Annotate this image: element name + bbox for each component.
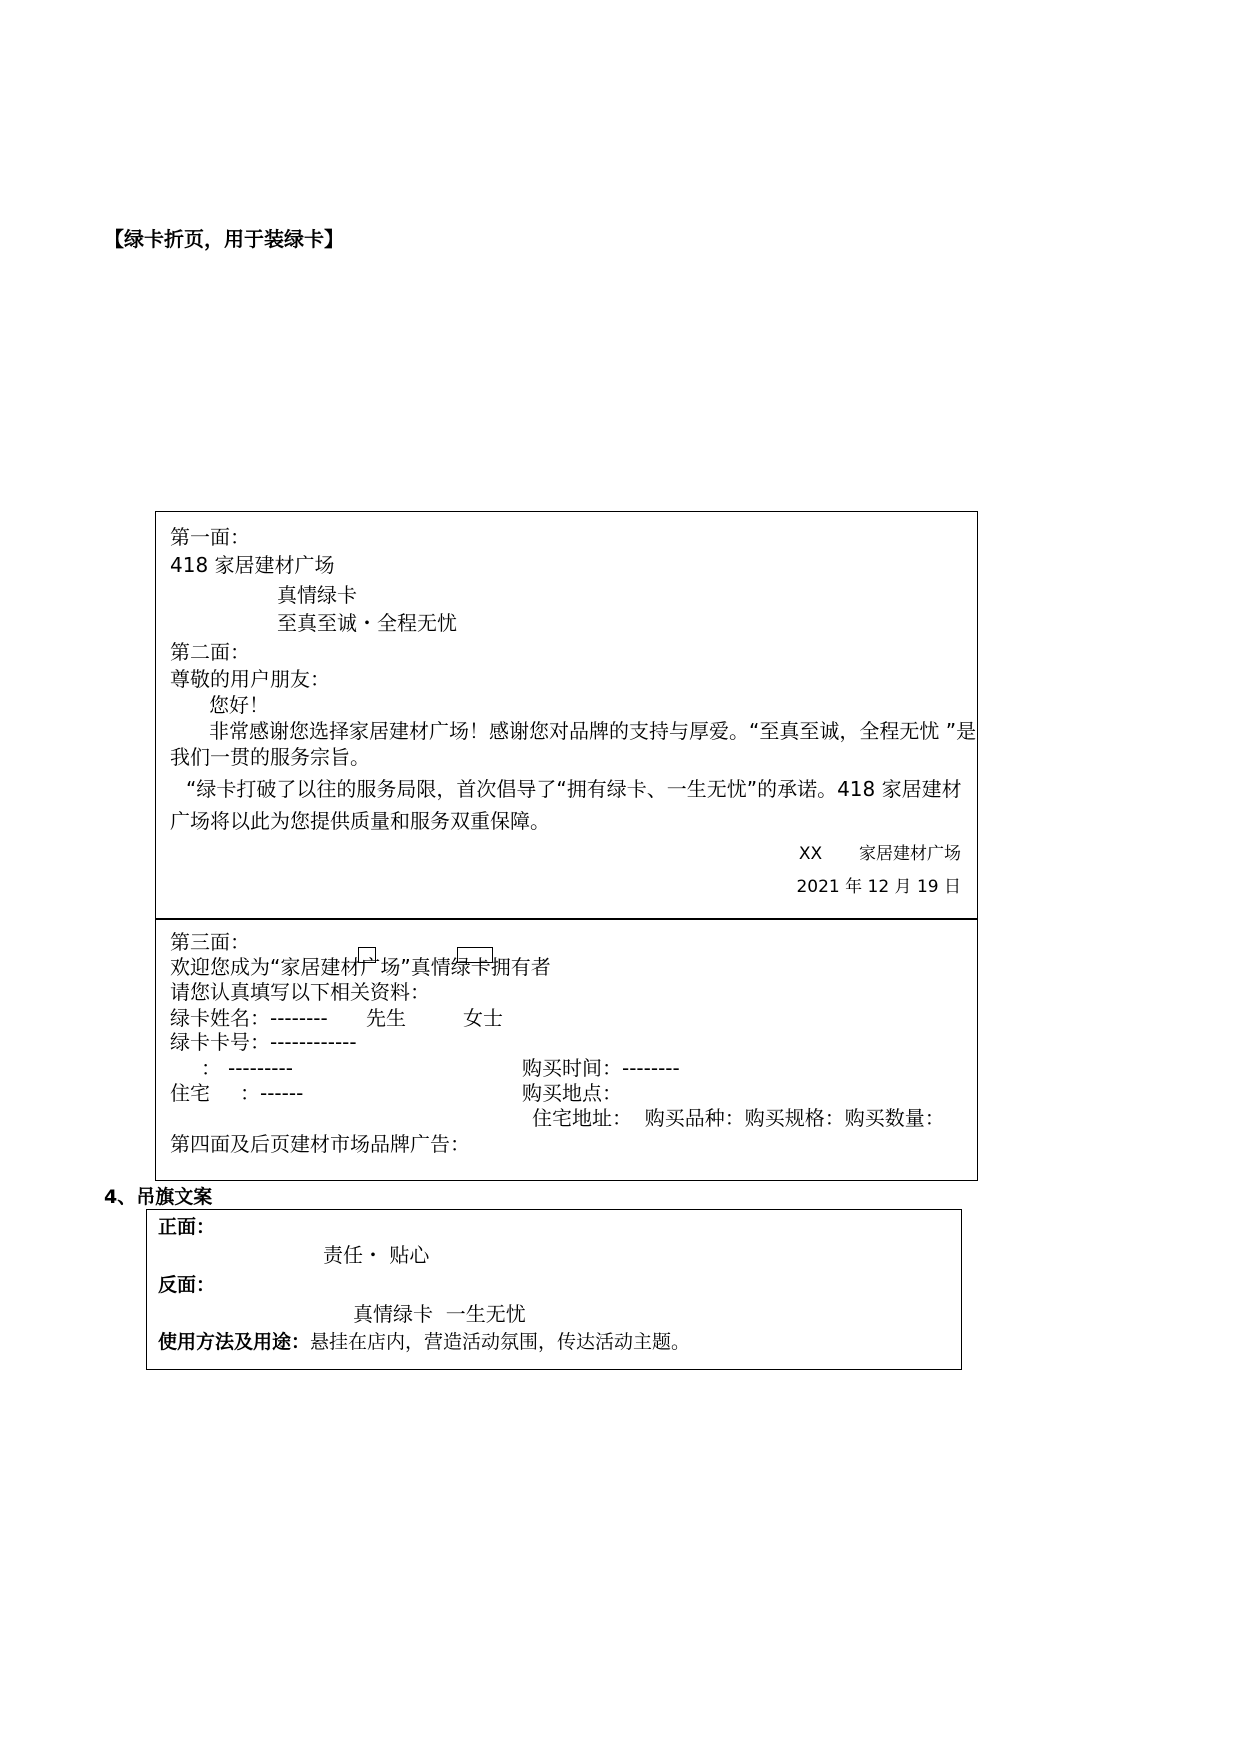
field-phone-colon: ： — [201, 1056, 221, 1080]
option-mr: 先生 — [366, 1006, 406, 1030]
overlay-rect-wide — [457, 947, 493, 963]
card-face-3-box — [155, 918, 978, 1181]
field-home-label: 住宅 — [170, 1081, 210, 1105]
banner-copy-box — [146, 1209, 962, 1370]
usage-text: 悬挂在店内，营造活动氛围，传达活动主题。 — [310, 1331, 691, 1353]
face3-instruction: 请您认真填写以下相关资料： — [170, 980, 430, 1004]
card-face-1-2-box — [155, 511, 978, 920]
field-phone-dashes: --------- — [228, 1056, 293, 1080]
signature-prefix: XX — [798, 844, 823, 864]
option-ms: 女士 — [463, 1006, 503, 1030]
field-purchase-place: 购买地点： — [522, 1081, 622, 1105]
face3-label: 第三面： — [170, 930, 250, 954]
signature-line — [799, 843, 961, 865]
front-text: 责任・ 贴心 — [323, 1243, 430, 1267]
face2-para2-line2: 广场将以此为您提供质量和服务双重保障。 — [170, 809, 550, 833]
face2-para2-line1: “绿卡打破了以往的服务局限，首次倡导了“拥有绿卡、一生无忧”的承诺。418 家居建材 — [186, 777, 962, 801]
face1-label: 第一面： — [170, 525, 250, 549]
face2-label: 第二面： — [170, 640, 250, 664]
face2-para1-line2: 我们一贯的服务宗旨。 — [170, 745, 370, 769]
usage-line — [158, 1330, 690, 1354]
back-label: 反面： — [158, 1274, 216, 1296]
face2-greeting: 尊敬的用户朋友： — [170, 667, 330, 691]
front-label: 正面： — [158, 1216, 216, 1238]
face3-welcome: 欢迎您成为“家居建材广场”真情绿卡拥有者 — [170, 955, 551, 979]
field-details-row: 住宅地址： 购买品种：购买规格：购买数量： — [532, 1106, 945, 1130]
face2-hello: 您好！ — [209, 693, 269, 717]
signature-name: 家居建材广场 — [859, 844, 961, 864]
face1-brand: 418 家居建材广场 — [170, 553, 335, 577]
field-purchase-time: 购买时间：-------- — [522, 1056, 680, 1080]
face4-label: 第四面及后页建材市场品牌广告： — [170, 1132, 470, 1156]
page-heading: 【绿卡折页，用于装绿卡】 — [104, 227, 344, 251]
signature-date: 2021 年 12 月 19 日 — [796, 877, 961, 897]
field-card-number: 绿卡卡号：------------ — [170, 1030, 357, 1054]
field-home-value: ：------ — [240, 1081, 304, 1105]
section4-heading: 4、吊旗文案 — [104, 1186, 213, 1208]
face1-title: 真情绿卡 — [277, 583, 357, 607]
back-text: 真情绿卡 一生无忧 — [353, 1302, 526, 1326]
usage-label: 使用方法及用途： — [158, 1331, 311, 1353]
field-card-name: 绿卡姓名：-------- — [170, 1006, 328, 1030]
overlay-rect-small — [358, 947, 376, 963]
face2-para1-line1: 非常感谢您选择家居建材广场！感谢您对品牌的支持与厚爱。“至真至诚，全程无忧 ”是 — [209, 719, 977, 743]
face1-slogan: 至真至诚・全程无忧 — [277, 611, 457, 635]
